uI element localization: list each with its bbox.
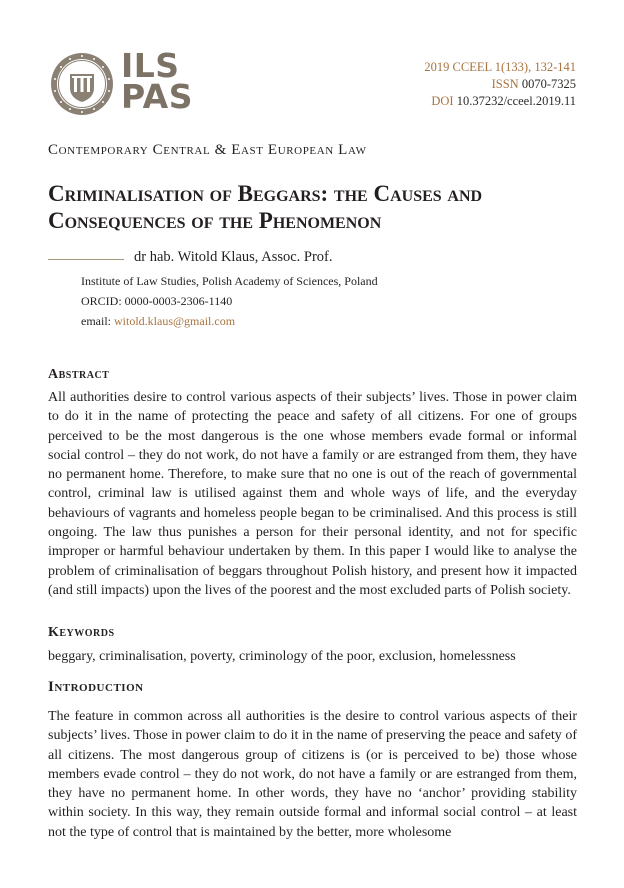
author-rule: [48, 259, 124, 260]
issn-value: 0070-7325: [521, 77, 576, 91]
issn-label: ISSN: [491, 77, 519, 91]
author-affiliation: Institute of Law Studies, Polish Academy of Sciences, Poland: [81, 274, 378, 288]
title-line-2: Consequences of the Phenomenon: [48, 208, 382, 233]
doi-value[interactable]: 10.37232/cceel.2019.11: [456, 94, 576, 108]
introduction-text: The feature in common across all authorities is the desire to control various aspects of their subjects’ lives. Those in power claim to do it in the name of preserving the peace and safety of all citizens. The most dangerous group of citizens is (or is perceived to be) those whose members evade control – they do not work, do not have a family or are estranged from them, they have no permanent home. In other words, they have no ‘anchor’ providing stability within society. In this way, they remain outside formal and informal social control – at least not the type of control that is maintained by the better, more wholesome: [48, 709, 577, 840]
abstract-text: All authorities desire to control various aspects of their subjects’ lives. Those in power claim to do it in the name of protecting the peace and safety of all citizens. For one of groups perceived to be the most dangerous is the one whose members evade formal or informal social control – they do not work, do not have a family or are estranged from them, they have no permanent home. Therefore, to make sure that no one is out of the reach of governmental control, criminal law is utilised against them and whole ways of life, and the everyday behaviours of vagrants and homeless people began to be criminalised. And this process is still ongoing. The law thus punishes a person for their personal identity, and not for specific improper or harmful behaviour undertaken by them. In this paper I would like to analyse the problem of criminalisation of beggars throughout Polish history, and present how it impacted (and still impacts) upon the lives of the poorest and the most excluded parts of Polish society.: [48, 390, 577, 598]
introduction-heading: Introduction: [48, 679, 144, 695]
citation-text: 2019 CCEEL 1(133), 132-141: [424, 60, 576, 74]
keywords-heading: Keywords: [48, 625, 115, 640]
author-email-line: [81, 314, 235, 329]
article-title: [48, 180, 588, 234]
ils-pas-seal-logo: [50, 52, 114, 116]
title-line-1: Criminalisation of Beggars: the Causes and: [48, 181, 483, 206]
author-name: dr hab. Witold Klaus, Assoc. Prof.: [134, 249, 333, 265]
email-label: email:: [81, 314, 111, 328]
brand-line-ils: ILS: [121, 46, 180, 85]
email-link[interactable]: witold.klaus@gmail.com: [114, 314, 236, 328]
brand-line-pas: PAS: [121, 77, 193, 116]
citation-block: [424, 59, 576, 110]
author-orcid: ORCID: 0000-0003-2306-1140: [81, 294, 233, 308]
doi-label: DOI: [431, 94, 454, 108]
issn-line: [424, 76, 576, 93]
journal-name: Contemporary Central & East European Law: [48, 142, 367, 158]
abstract-heading: Abstract: [48, 367, 110, 382]
doi-line: [424, 93, 576, 110]
brand-wordmark: [121, 46, 193, 116]
keywords-text: beggary, criminalisation, poverty, criminology of the poor, exclusion, homelessness: [48, 649, 516, 664]
